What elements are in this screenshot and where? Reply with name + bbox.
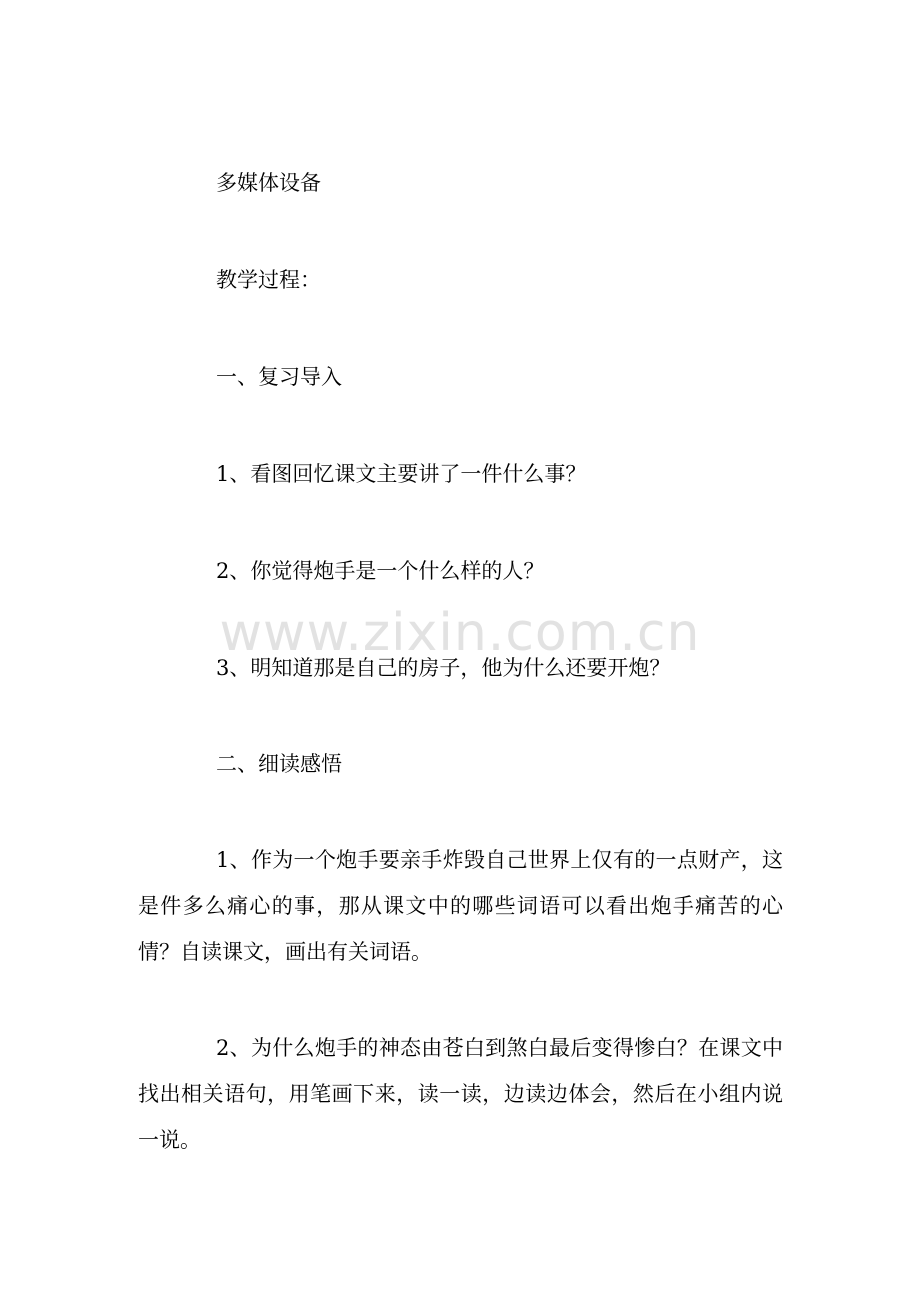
teaching-process-heading: 教学过程： [216, 268, 321, 292]
review-question-1: 1、看图回忆课文主要讲了一件什么事？ [216, 462, 587, 486]
section-heading-reading: 二、细读感悟 [216, 752, 342, 776]
review-question-2: 2、你觉得炮手是一个什么样的人？ [216, 559, 545, 583]
reading-paragraph-1: 1、作为一个炮手要亲手炸毁自己世界上仅有的一点财产，这是件多么痛心的事，那从课文中的哪些词语可以看出炮手痛苦的心情？自读课文，画出有关词语。 [138, 848, 783, 964]
section-heading-review: 一、复习导入 [216, 365, 342, 389]
watermark: www.zixin.com.cn [219, 603, 701, 663]
review-question-3: 3、明知道那是自己的房子，他为什么还要开炮？ [216, 656, 671, 680]
reading-paragraph-2: 2、为什么炮手的神态由苍白到煞白最后变得惨白？在课文中找出相关语句，用笔画下来，读一读，边读边体会，然后在小组内说一说。 [138, 1036, 783, 1152]
equipment-line: 多媒体设备 [216, 171, 321, 195]
